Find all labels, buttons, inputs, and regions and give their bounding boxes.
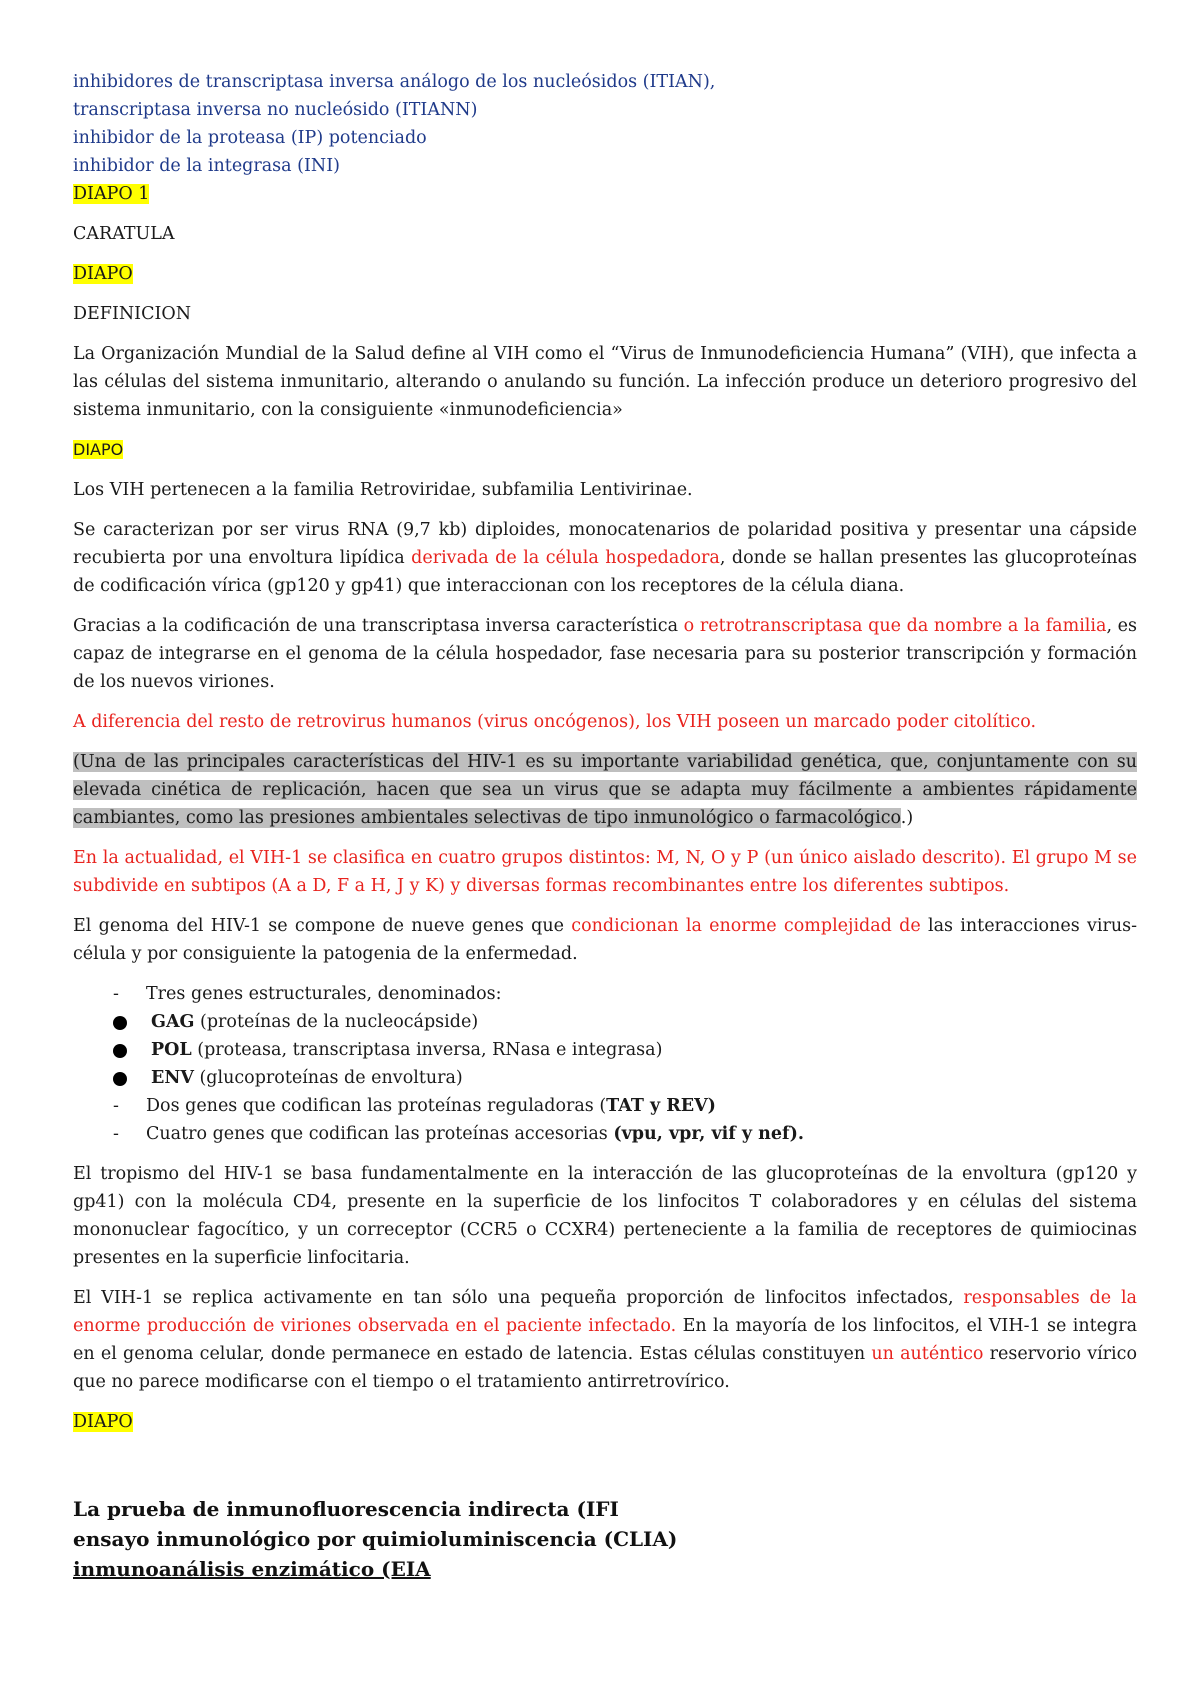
gene-names: TAT y REV) xyxy=(606,1096,716,1116)
tests-heading-block xyxy=(73,1494,1137,1584)
text-span: , donde se hallan presentes las glucoproteínas de codificación vírica (gp120 y gp41) que interaccionan con los receptores de la célula diana. xyxy=(73,548,1137,596)
text-span: En la mayoría de los linfocitos, el VIH-1 se integra en el genoma celular, donde permanece en estado de latencia. Estas células constituyen xyxy=(73,1316,1138,1364)
text-span: El genoma del HIV-1 se compone de nueve genes que xyxy=(73,916,572,936)
gene-description: (proteínas de la nucleocápside) xyxy=(194,1012,479,1032)
paragraph-reverse-transcriptase xyxy=(73,612,1137,696)
gene-description: (proteasa, transcriptasa inversa, RNasa e integrasa) xyxy=(191,1040,663,1060)
dash-bullet: - xyxy=(113,1124,119,1144)
list-item xyxy=(113,1036,1137,1064)
paragraph-variability xyxy=(73,748,1137,832)
paragraph-family: Los VIH pertenecen a la familia Retroviridae, subfamilia Lentivirinae. xyxy=(73,480,693,500)
text-span: las interacciones virus-célula y por consiguiente la patogenia de la enfermedad. xyxy=(73,916,1137,964)
text-span: reservorio vírico que no parece modificarse con el tiempo o el tratamiento antirretrovírico. xyxy=(73,1344,1137,1392)
genes-list xyxy=(73,980,1137,1008)
gene-name: ENV xyxy=(151,1068,194,1088)
grey-highlighted-text: (Una de las principales características del HIV-1 es su importante variabilidad genética, que, conjuntamente con su elevada cinética de replicación, hacen que sea un virus que se adapta muy fácilmente a ambientes rápidamente cambiantes, como las presiones ambientales selectivas de tipo inmunológico o farmacológico xyxy=(73,752,1137,828)
red-text: responsables de la enorme producción de viriones observada en el paciente infectado. xyxy=(73,1288,1137,1336)
section-label-definicion: DEFINICION xyxy=(73,304,192,324)
list-item xyxy=(113,1008,1137,1036)
paragraph-tropism: El tropismo del HIV-1 se basa fundamentalmente en la interacción de las glucoproteínas de la envoltura (gp120 y gp41) con la molécula CD4, presente en la superficie de los linfocitos T colaboradores y en células del sistema mononuclear fagocítico, y un correceptor (CCR5 o CCXR4) perteneciente a la familia de receptores de quimiocinas presentes en la superficie linfocitaria. xyxy=(73,1164,1137,1268)
slide-label-diapo: DIAPO xyxy=(73,440,124,459)
dash-bullet: - xyxy=(113,984,119,1004)
section-label-caratula: CARATULA xyxy=(73,224,175,244)
paragraph-classification: En la actualidad, el VIH-1 se clasifica en cuatro grupos distintos: M, N, O y P (un único aislado descrito). El grupo M se subdivide en subtipos (A a D, F a H, J y K) y diversas formas recombinantes entre los diferentes subtipos. xyxy=(73,848,1137,896)
red-text: condicionan la enorme complejidad de xyxy=(571,916,921,936)
slide-label-diapo: DIAPO xyxy=(73,264,133,284)
list-item xyxy=(73,1092,1137,1120)
bullet-dot-icon xyxy=(113,1044,127,1058)
slide-label-diapo-1: DIAPO 1 xyxy=(73,184,150,204)
text-span: Se caracterizan por ser virus RNA (9,7 kb) diploides, monocatenarios de polaridad positiva y presentar una cápside recubierta por una envoltura lipídica xyxy=(73,520,1137,568)
text-span: .) xyxy=(900,808,914,828)
paragraph-oms-definition: La Organización Mundial de la Salud define al VIH como el “Virus de Inmunodeficiencia Humana” (VIH), que infecta a las células del sistema inmunitario, alterando o anulando su función. La infección produce un deterioro progresivo del sistema inmunitario, con la consiguiente «inmunodeficiencia» xyxy=(73,344,1137,420)
slide-label-diapo: DIAPO xyxy=(73,1412,133,1432)
text-span: Gracias a la codificación de una transcriptasa inversa característica xyxy=(73,616,684,636)
paragraph-genome xyxy=(73,912,1137,968)
gene-name: GAG xyxy=(151,1012,195,1032)
list-item-text: Tres genes estructurales, denominados: xyxy=(146,984,502,1004)
bullet-dot-icon xyxy=(113,1016,127,1030)
bullet-dot-icon xyxy=(113,1072,127,1086)
text-span: , es capaz de integrarse en el genoma de la célula hospedador, fase necesaria para su posterior transcripción y formación de los nuevos viriones. xyxy=(73,616,1138,692)
intro-line: inhibidor de la proteasa (IP) potenciado xyxy=(73,128,427,148)
dash-bullet: - xyxy=(113,1096,119,1116)
red-text: o retrotranscriptasa que da nombre a la familia xyxy=(683,616,1107,636)
heading-line: inmunoanálisis enzimático (EIA xyxy=(73,1557,431,1581)
paragraph-cytolytic: A diferencia del resto de retrovirus humanos (virus oncógenos), los VIH poseen un marcado poder citolítico. xyxy=(73,712,1037,732)
text-span: El VIH-1 se replica activamente en tan sólo una pequeña proporción de linfocitos infectados, xyxy=(73,1288,964,1308)
intro-line: inhibidor de la integrasa (INI) xyxy=(73,156,340,176)
structural-genes-list xyxy=(73,1008,1137,1092)
genes-list-continued xyxy=(73,1092,1137,1148)
heading-line: La prueba de inmunofluorescencia indirecta (IFI xyxy=(73,1497,619,1521)
document-body xyxy=(73,68,1137,1584)
paragraph-replication xyxy=(73,1284,1137,1396)
list-item-text: Cuatro genes que codifican las proteínas accesorias xyxy=(146,1124,614,1144)
gene-names: (vpu, vpr, vif y nef). xyxy=(613,1124,804,1144)
list-item-text: Dos genes que codifican las proteínas reguladoras ( xyxy=(146,1096,607,1116)
intro-line: inhibidores de transcriptasa inversa análogo de los nucleósidos (ITIAN), xyxy=(73,72,716,92)
list-item xyxy=(73,1120,1137,1148)
intro-line: transcriptasa inversa no nucleósido (ITIANN) xyxy=(73,100,478,120)
red-text: derivada de la célula hospedadora xyxy=(411,548,720,568)
list-item xyxy=(113,1064,1137,1092)
paragraph-characteristics xyxy=(73,516,1137,600)
gene-description: (glucoproteínas de envoltura) xyxy=(193,1068,463,1088)
red-text: un auténtico xyxy=(871,1344,984,1364)
heading-line: ensayo inmunológico por quimioluminiscencia (CLIA) xyxy=(73,1527,678,1551)
list-item xyxy=(73,980,1137,1008)
gene-name: POL xyxy=(151,1040,192,1060)
